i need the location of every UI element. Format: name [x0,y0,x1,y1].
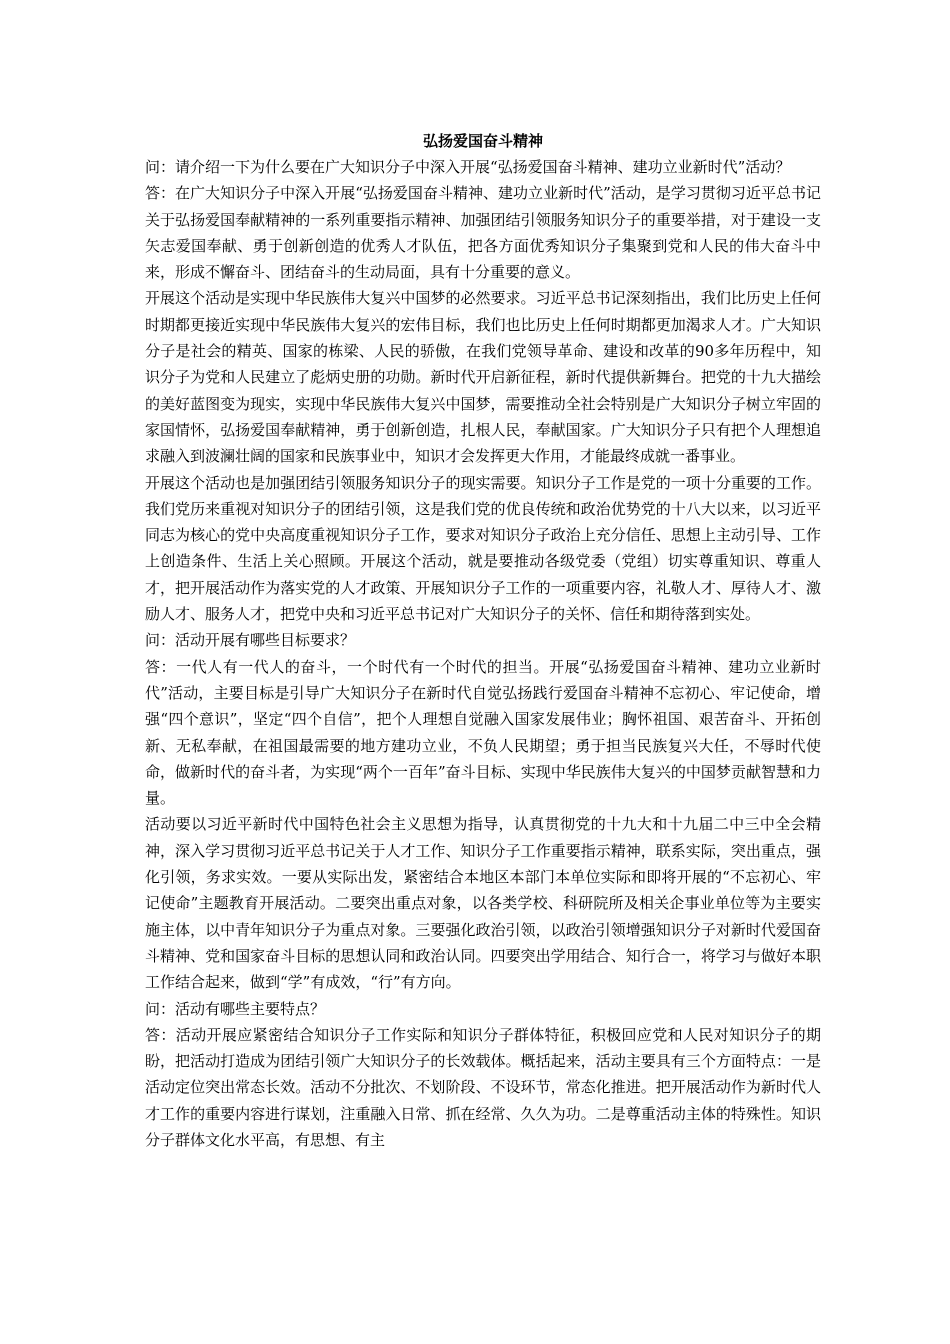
document-page [145,128,821,1153]
paragraph-answer-1: 答：在广大知识分子中深入开展“弘扬爱国奋斗精神、建功立业新时代”活动，是学习贯彻习近平总书记关于弘扬爱国奉献精神的一系列重要指示精神、加强团结引领服务知识分子的重要举措，对于建设一支矢志爱国奉献、勇于创新创造的优秀人才队伍，把各方面优秀知识分子集聚到党和人民的伟大奋斗中来，形成不懈奋斗、团结奋斗的生动局面，具有十分重要的意义。 [145,184,821,282]
paragraph-question-1: 问：请介绍一下为什么要在广大知识分子中深入开展“弘扬爱国奋斗精神、建功立业新时代”活动？ [145,158,791,176]
paragraph-question-2: 问：活动开展有哪些目标要求？ [145,631,356,650]
paragraph-answer-2: 答：一代人有一代人的奋斗，一个时代有一个时代的担当。开展“弘扬爱国奋斗精神、建功立业新时代”活动，主要目标是引导广大知识分子在新时代自觉弘扬践行爱国奋斗精神不忘初心、牢记使命，增强“四个意识”，坚定“四个自信”，把个人理想自觉融入国家发展伟业；胸怀祖国、艰苦奋斗、开拓创新、无私奉献，在祖国最需要的地方建功立业，不负人民期望；勇于担当民族复兴大任，不辱时代使命，做新时代的奋斗者，为实现“两个一百年”奋斗目标、实现中华民族伟大复兴的中国梦贡献智慧和力量。 [145,657,821,808]
paragraph-answer-3: 答：活动开展应紧密结合知识分子工作实际和知识分子群体特征，积极回应党和人民对知识分子的期盼，把活动打造成为团结引领广大知识分子的长效载体。概括起来，活动主要具有三个方面特点：一是活动定位突出常态长效。活动不分批次、不划阶段、不设环节，常态化推进。把开展活动作为新时代人才工作的重要内容进行谋划，注重融入日常、抓在经常、久久为功。二是尊重活动主体的特殊性。知识分子群体文化水平高，有思想、有主 [145,1025,821,1149]
paragraph-question-3: 问：活动有哪些主要特点？ [145,999,326,1018]
paragraph-body-1: 开展这个活动是实现中华民族伟大复兴中国梦的必然要求。习近平总书记深刻指出，我们比历史上任何时期都更接近实现中华民族伟大复兴的宏伟目标，我们也比历史上任何时期都更加渴求人才。广大知识分子是社会的精英、国家的栋梁、人民的骄傲，在我们党领导革命、建设和改革的90多年历程中，知识分子为党和人民建立了彪炳史册的功勋。新时代开启新征程，新时代提供新舞台。把党的十九大描绘的美好蓝图变为现实，实现中华民族伟大复兴中国梦，需要推动全社会特别是广大知识分子树立牢固的家国情怀，弘扬爱国奉献精神，勇于创新创造，扎根人民，奉献国家。广大知识分子只有把个人理想追求融入到波澜壮阔的国家和民族事业中，知识才会发挥更大作用，才能最终成就一番事业。 [145,289,821,466]
paragraph-body-3: 活动要以习近平新时代中国特色社会主义思想为指导，认真贯彻党的十九大和十九届二中三中全会精神，深入学习贯彻习近平总书记关于人才工作、知识分子工作重要指示精神，联系实际，突出重点，强化引领，务求实效。一要从实际出发，紧密结合本地区本部门本单位实际和即将开展的“不忘初心、牢记使命”主题教育开展活动。二要突出重点对象，以各类学校、科研院所及相关企事业单位等为主要实施主体，以中青年知识分子为重点对象。三要强化政治引领，以政治引领增强知识分子对新时代爱国奋斗精神、党和国家奋斗目标的思想认同和政治认同。四要突出学用结合、知行合一，将学习与做好本职工作结合起来，做到“学”有成效，“行”有方向。 [145,815,821,992]
document-title: 弘扬爱国奋斗精神 [422,132,543,150]
paragraph-body-2: 开展这个活动也是加强团结引领服务知识分子的现实需要。知识分子工作是党的一项十分重要的工作。我们党历来重视对知识分子的团结引领，这是我们党的优良传统和政治优势党的十八大以来，以习近平同志为核心的党中央高度重视知识分子工作，要求对知识分子政治上充分信任、思想上主动引导、工作上创造条件、生活上关心照顾。开展这个活动，就是要推动各级党委（党组）切实尊重知识、尊重人才，把开展活动作为落实党的人才政策、开展知识分子工作的一项重要内容，礼敬人才、厚待人才、激励人才、服务人才，把党中央和习近平总书记对广大知识分子的关怀、信任和期待落到实处。 [145,473,821,624]
